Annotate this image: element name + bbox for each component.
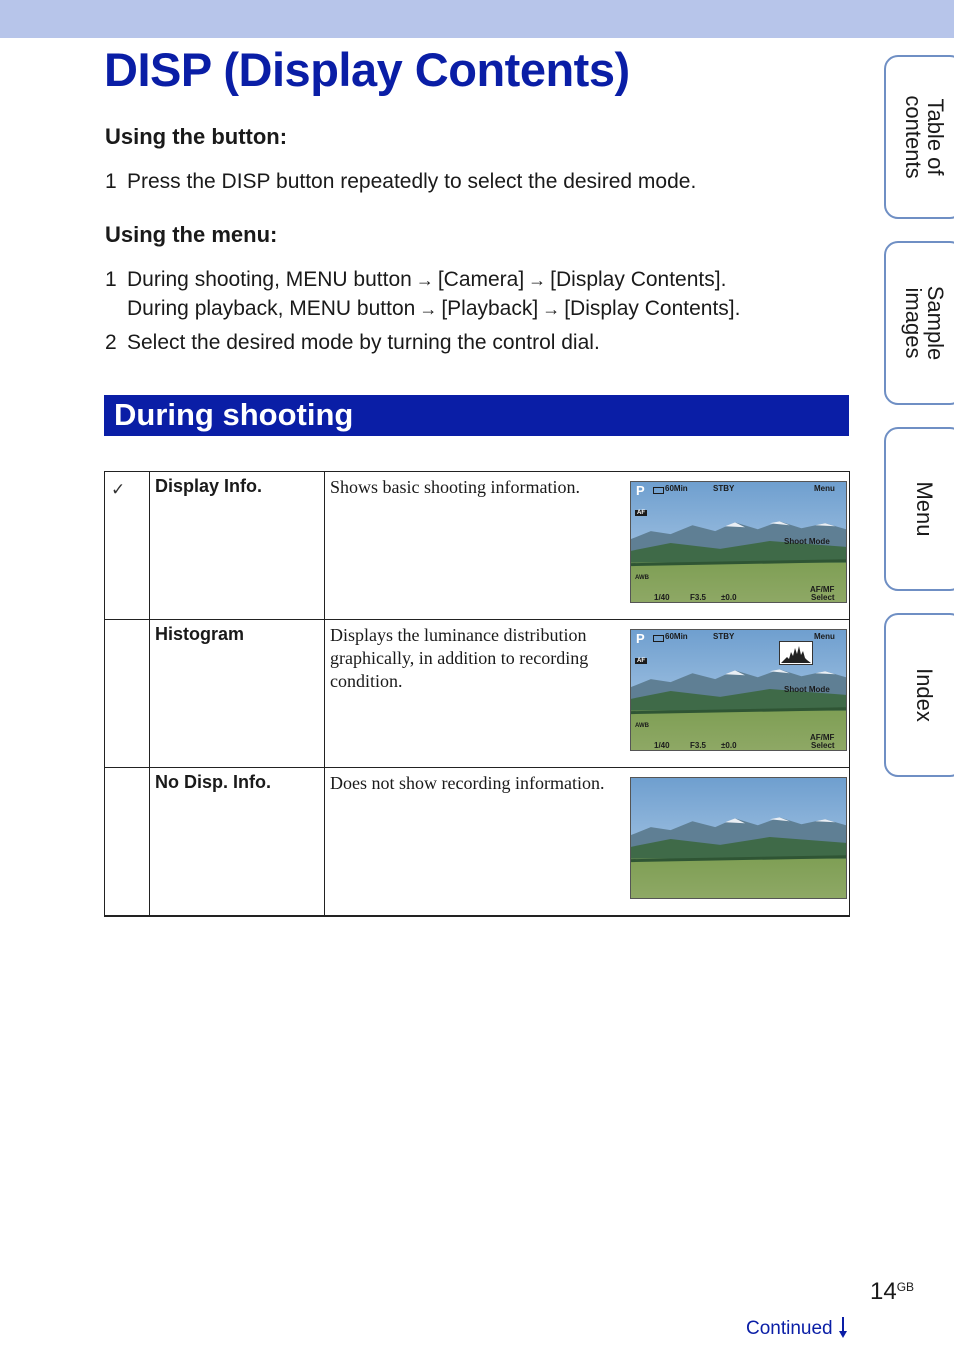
exposure-value: ±0.0 [721,741,737,750]
recording-time: 60Min [665,632,688,641]
landscape-scene [631,778,846,898]
button-step-1 [105,170,696,194]
mode-name-cell [150,768,325,917]
shoot-mode-hint: Shoot Mode [784,685,830,694]
using-menu-heading: Using the menu: [105,222,278,247]
tab-label: Menu [912,481,937,537]
menu-path-part: During shooting, MENU button [127,268,412,291]
white-balance-label: AWB [635,575,649,581]
shooting-mode-label: P [636,483,645,498]
tab-sample-images[interactable] [884,241,954,405]
standby-status: STBY [713,632,735,641]
af-badge: AF [637,510,645,516]
histogram-screen-image [630,629,847,751]
aperture-value: F3.5 [690,741,707,750]
af-mf-hint: AF/MF [810,733,835,742]
table-row [105,768,850,917]
shooting-mode-label: P [636,631,645,646]
header-band [0,0,954,38]
page-title: DISP (Display Contents) [104,43,630,96]
mode-name: Display Info. [155,476,263,496]
step-number: 1 [105,170,117,193]
default-mark-cell [105,472,150,620]
mode-description-cell [325,768,850,917]
menu-path-part: During playback, MENU button [127,297,416,320]
menu-path-part: [Camera] [437,268,525,291]
tab-label: Sample images [901,285,948,361]
mode-name-cell [150,620,325,768]
recording-time: 60Min [665,484,688,493]
mode-name-cell [150,472,325,620]
menu-step-1-line-1 [105,268,726,292]
shutter-speed: 1/40 [654,593,670,602]
continued-label: Continued [746,1318,833,1339]
table-row [105,620,850,768]
step-text: Select the desired mode by turning the control dial. [127,331,600,354]
mode-name: Histogram [155,624,245,644]
mode-description: Displays the luminance distribution graphically, in addition to recording condition. [330,625,589,691]
battery-icon [653,487,664,494]
mode-description: Shows basic shooting information. [330,477,580,497]
table-row [105,472,850,620]
tab-table-of-contents[interactable] [884,55,954,219]
tab-label: Index [912,668,937,722]
menu-hint: Menu [814,484,835,493]
shoot-mode-hint: Shoot Mode [784,537,830,546]
right-arrow-icon: → [528,270,547,290]
mode-name: No Disp. Info. [155,772,271,792]
page-number-suffix: GB [896,1280,915,1294]
af-mf-hint: AF/MF [810,585,835,594]
battery-icon [653,635,664,642]
menu-path-part: [Display Contents]. [550,268,727,291]
step-number: 2 [105,331,117,354]
page-number-value: 14 [870,1278,897,1305]
select-hint: Select [811,593,835,602]
histogram-bars [780,642,812,664]
menu-step-2 [105,331,600,355]
select-hint: Select [811,741,835,750]
menu-hint: Menu [814,632,835,641]
page-number [870,1278,914,1306]
menu-path-part: [Playback] [441,297,539,320]
continued-link[interactable] [746,1317,848,1340]
histogram-graph [779,641,813,665]
step-text: Press the DISP button repeatedly to select the desired mode. [127,170,697,193]
exposure-value: ±0.0 [721,593,737,602]
white-balance-label: AWB [635,723,649,729]
display-modes-table [104,471,850,917]
mode-description: Does not show recording information. [330,773,605,793]
tab-menu[interactable] [884,427,954,591]
standby-status: STBY [713,484,735,493]
menu-path-part: [Display Contents]. [564,297,741,320]
menu-step-1-line-2 [127,297,740,321]
right-arrow-icon: → [415,270,434,290]
shutter-speed: 1/40 [654,741,670,750]
step-number: 1 [105,268,117,291]
using-button-heading: Using the button: [105,124,288,149]
right-arrow-icon: → [542,299,561,319]
no-info-screen-image [630,777,847,899]
default-mark-cell [105,768,150,917]
aperture-value: F3.5 [690,593,707,602]
right-arrow-icon: → [419,299,438,319]
af-badge: AF [637,658,645,664]
section-title-bar: During shooting [104,395,849,436]
tab-label: Table of contents [901,95,948,179]
default-mark-cell [105,620,150,768]
tab-index[interactable] [884,613,954,777]
mode-description-cell [325,472,850,620]
display-info-screen-image [630,481,847,603]
mode-description-cell [325,620,850,768]
default-check-icon: ✓ [111,480,126,499]
down-arrow-icon [838,1317,848,1339]
